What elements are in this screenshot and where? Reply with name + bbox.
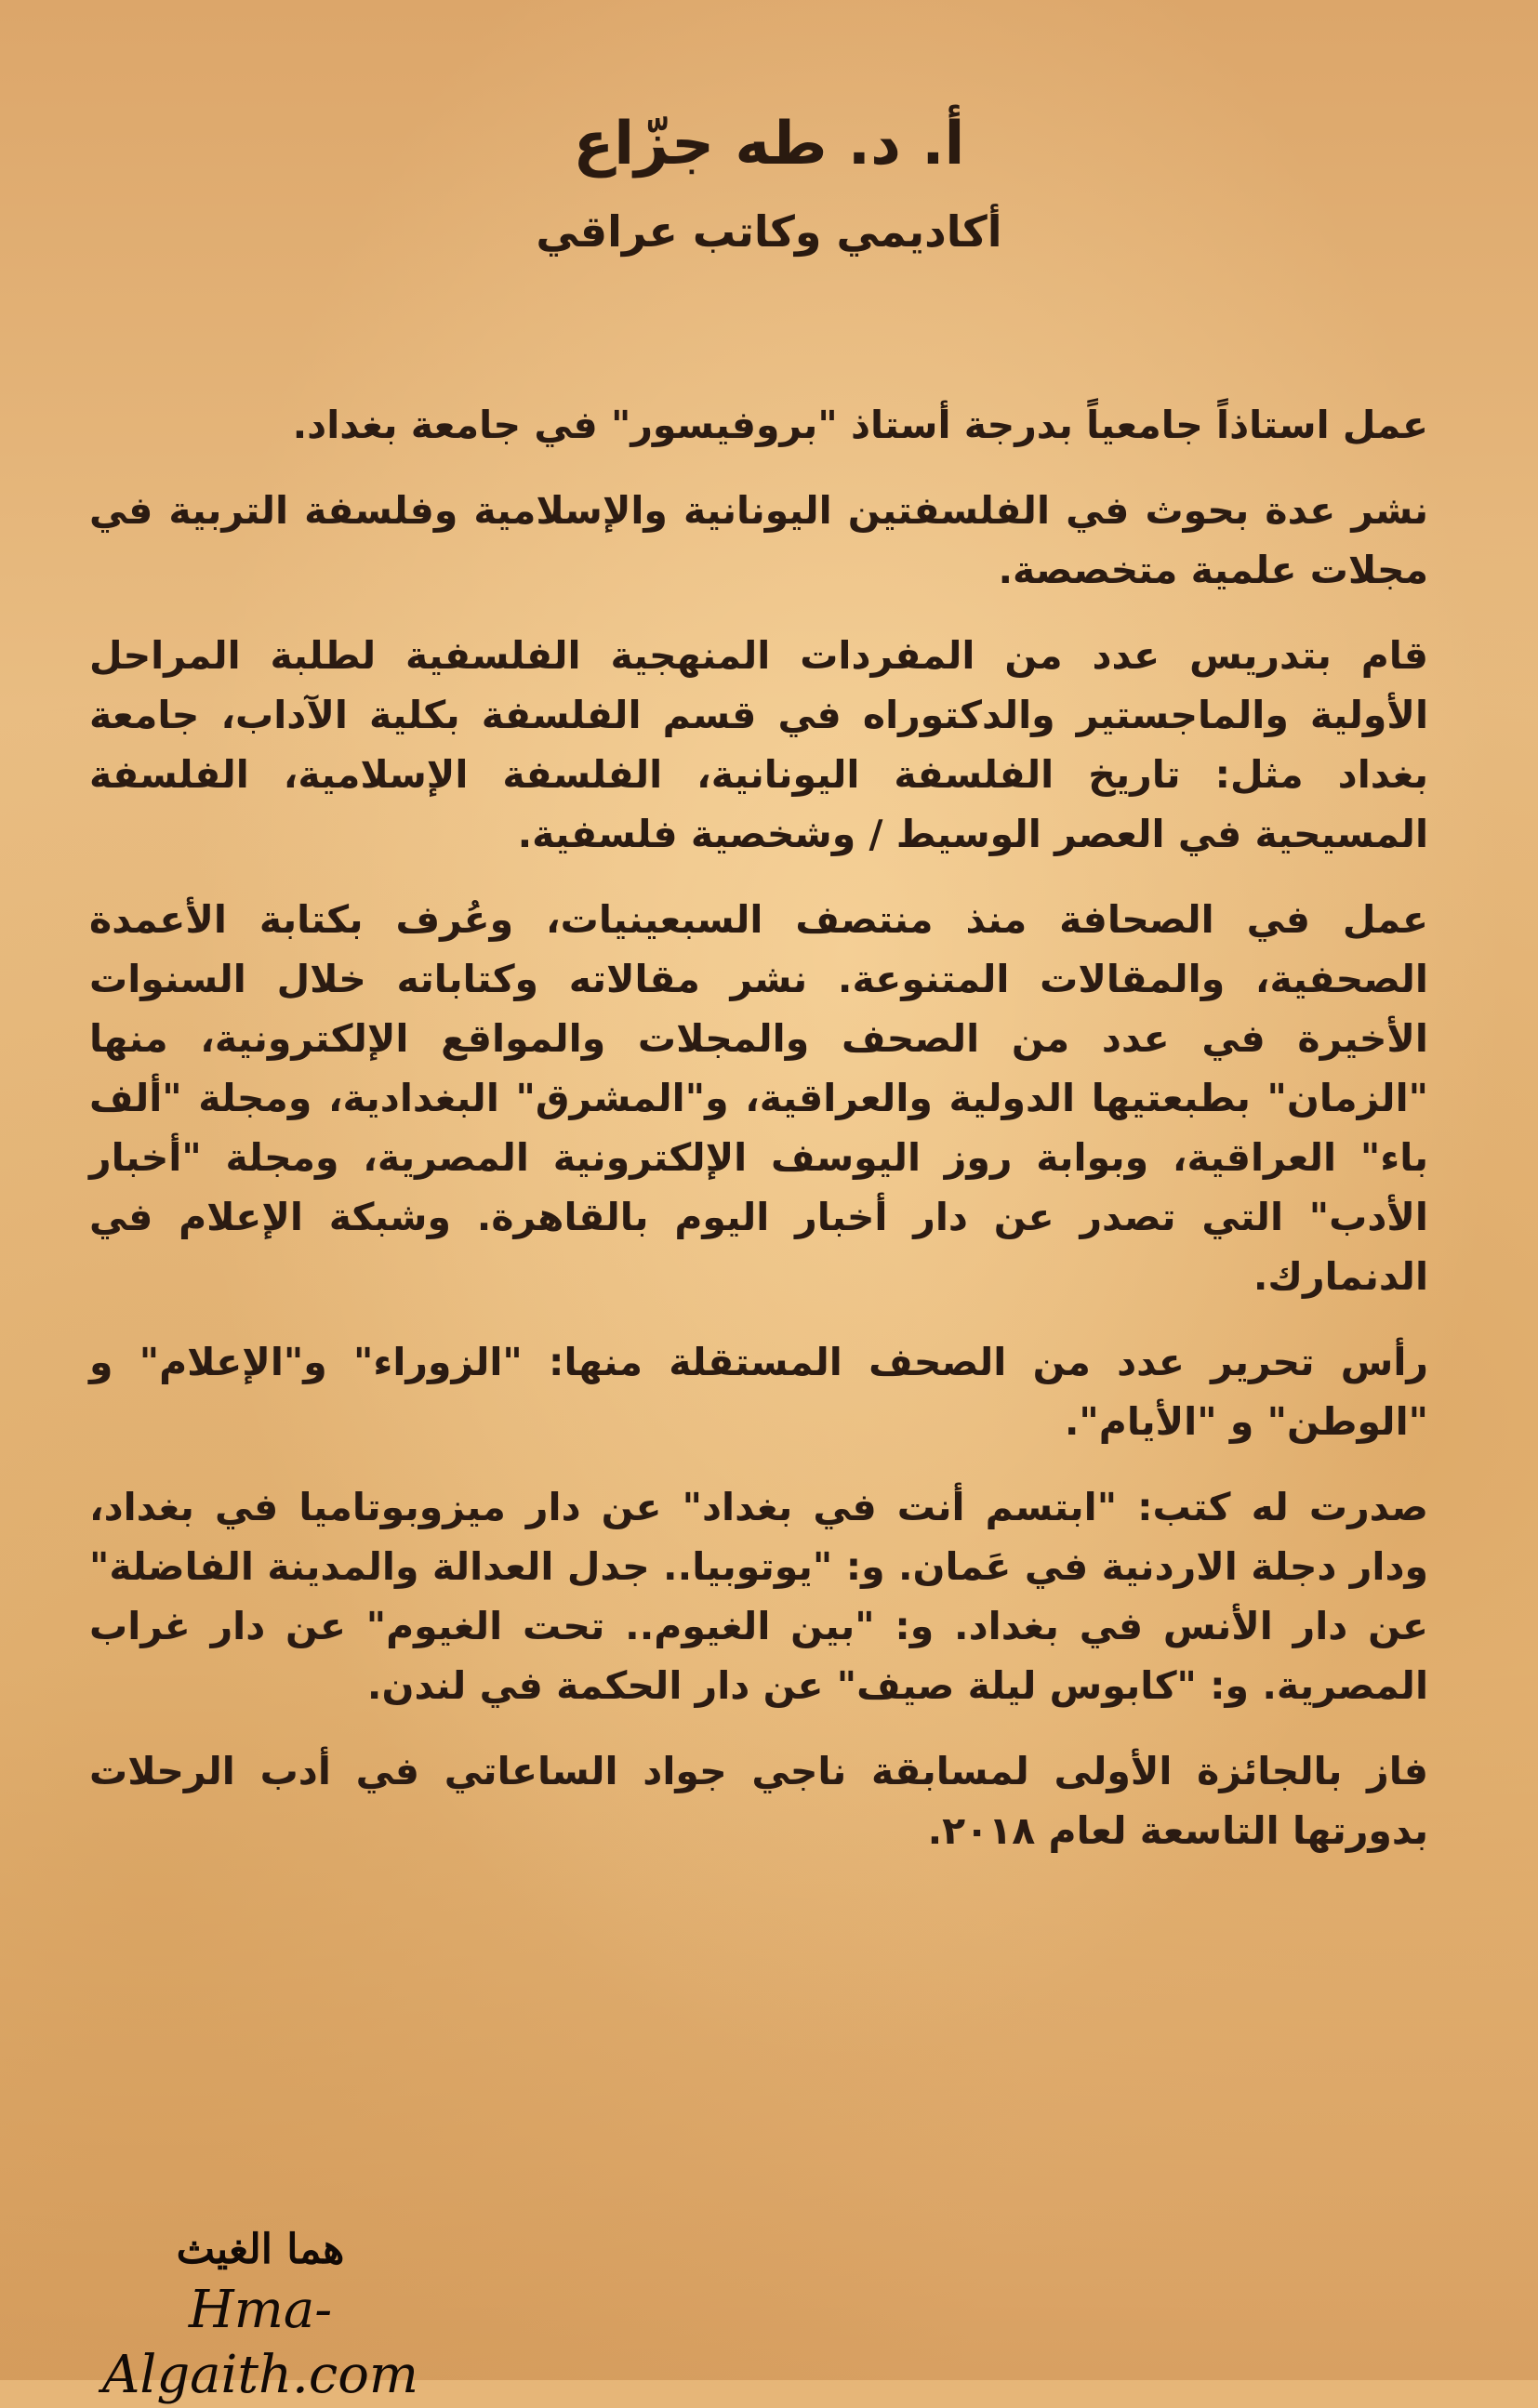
bio-paragraph: رأس تحرير عدد من الصحف المستقلة منها: "الزوراء" و"الإعلام" و "الوطن" و "الأيام". [89, 1340, 1428, 1444]
watermark-arabic: هما الغيث [176, 2226, 345, 2273]
biography-text [89, 395, 1428, 1886]
author-name: أ. د. طه جزّاع [573, 110, 965, 179]
bio-paragraph: عمل استاذاً جامعياً بدرجة أستاذ "بروفيسور" في جامعة بغداد. [292, 403, 1428, 447]
watermark-logo [37, 2222, 484, 2408]
bio-paragraph: صدرت له كتب: "ابتسم أنت في بغداد" عن دار ميزوبوتاميا في بغداد، ودار دجلة الاردنية في عَمان. و: "يوتوبيا.. جدل العدالة والمدينة الفاضلة" عن دار الأنس في بغداد. و: "بين الغيوم.. تحت الغيوم" عن دار غراب المصرية. و: "كابوس ليلة صيف" عن دار الحكمة في لندن. [89, 1485, 1428, 1708]
author-title: أكاديمي وكاتب عراقي [536, 206, 1002, 257]
bio-paragraph: عمل في الصحافة منذ منتصف السبعينيات، وعُرف بكتابة الأعمدة الصحفية، والمقالات المتنوعة. نشر مقالاته وكتاباته خلال السنوات الأخيرة في عدد من الصحف والمجلات والمواقع الإلكترونية، منها "الزمان" بطبعتيها الدولية والعراقية، و"المشرق" البغدادية، ومجلة "ألف باء" العراقية، وبوابة روز اليوسف الإلكترونية المصرية، ومجلة "أخبار الأدب" التي تصدر عن دار أخبار اليوم بالقاهرة. وشبكة الإعلام في الدنمارك. [89, 897, 1428, 1299]
watermark-url: Hma-Algaith.com [101, 2280, 419, 2405]
bio-paragraph: نشر عدة بحوث في الفلسفتين اليونانية والإسلامية وفلسفة التربية في مجلات علمية متخصصة. [89, 488, 1428, 592]
bio-paragraph: فاز بالجائزة الأولى لمسابقة ناجي جواد الساعاتي في أدب الرحلات بدورتها التاسعة لعام ٢٠١٨. [89, 1749, 1428, 1853]
bio-paragraph: قام بتدريس عدد من المفردات المنهجية الفلسفية لطلبة المراحل الأولية والماجستير والدكتوراه في قسم الفلسفة بكلية الآداب، جامعة بغداد مثل: تاريخ الفلسفة اليونانية، الفلسفة الإسلامية، الفلسفة المسيحية في العصر الوسيط / وشخصية فلسفية. [89, 633, 1428, 856]
